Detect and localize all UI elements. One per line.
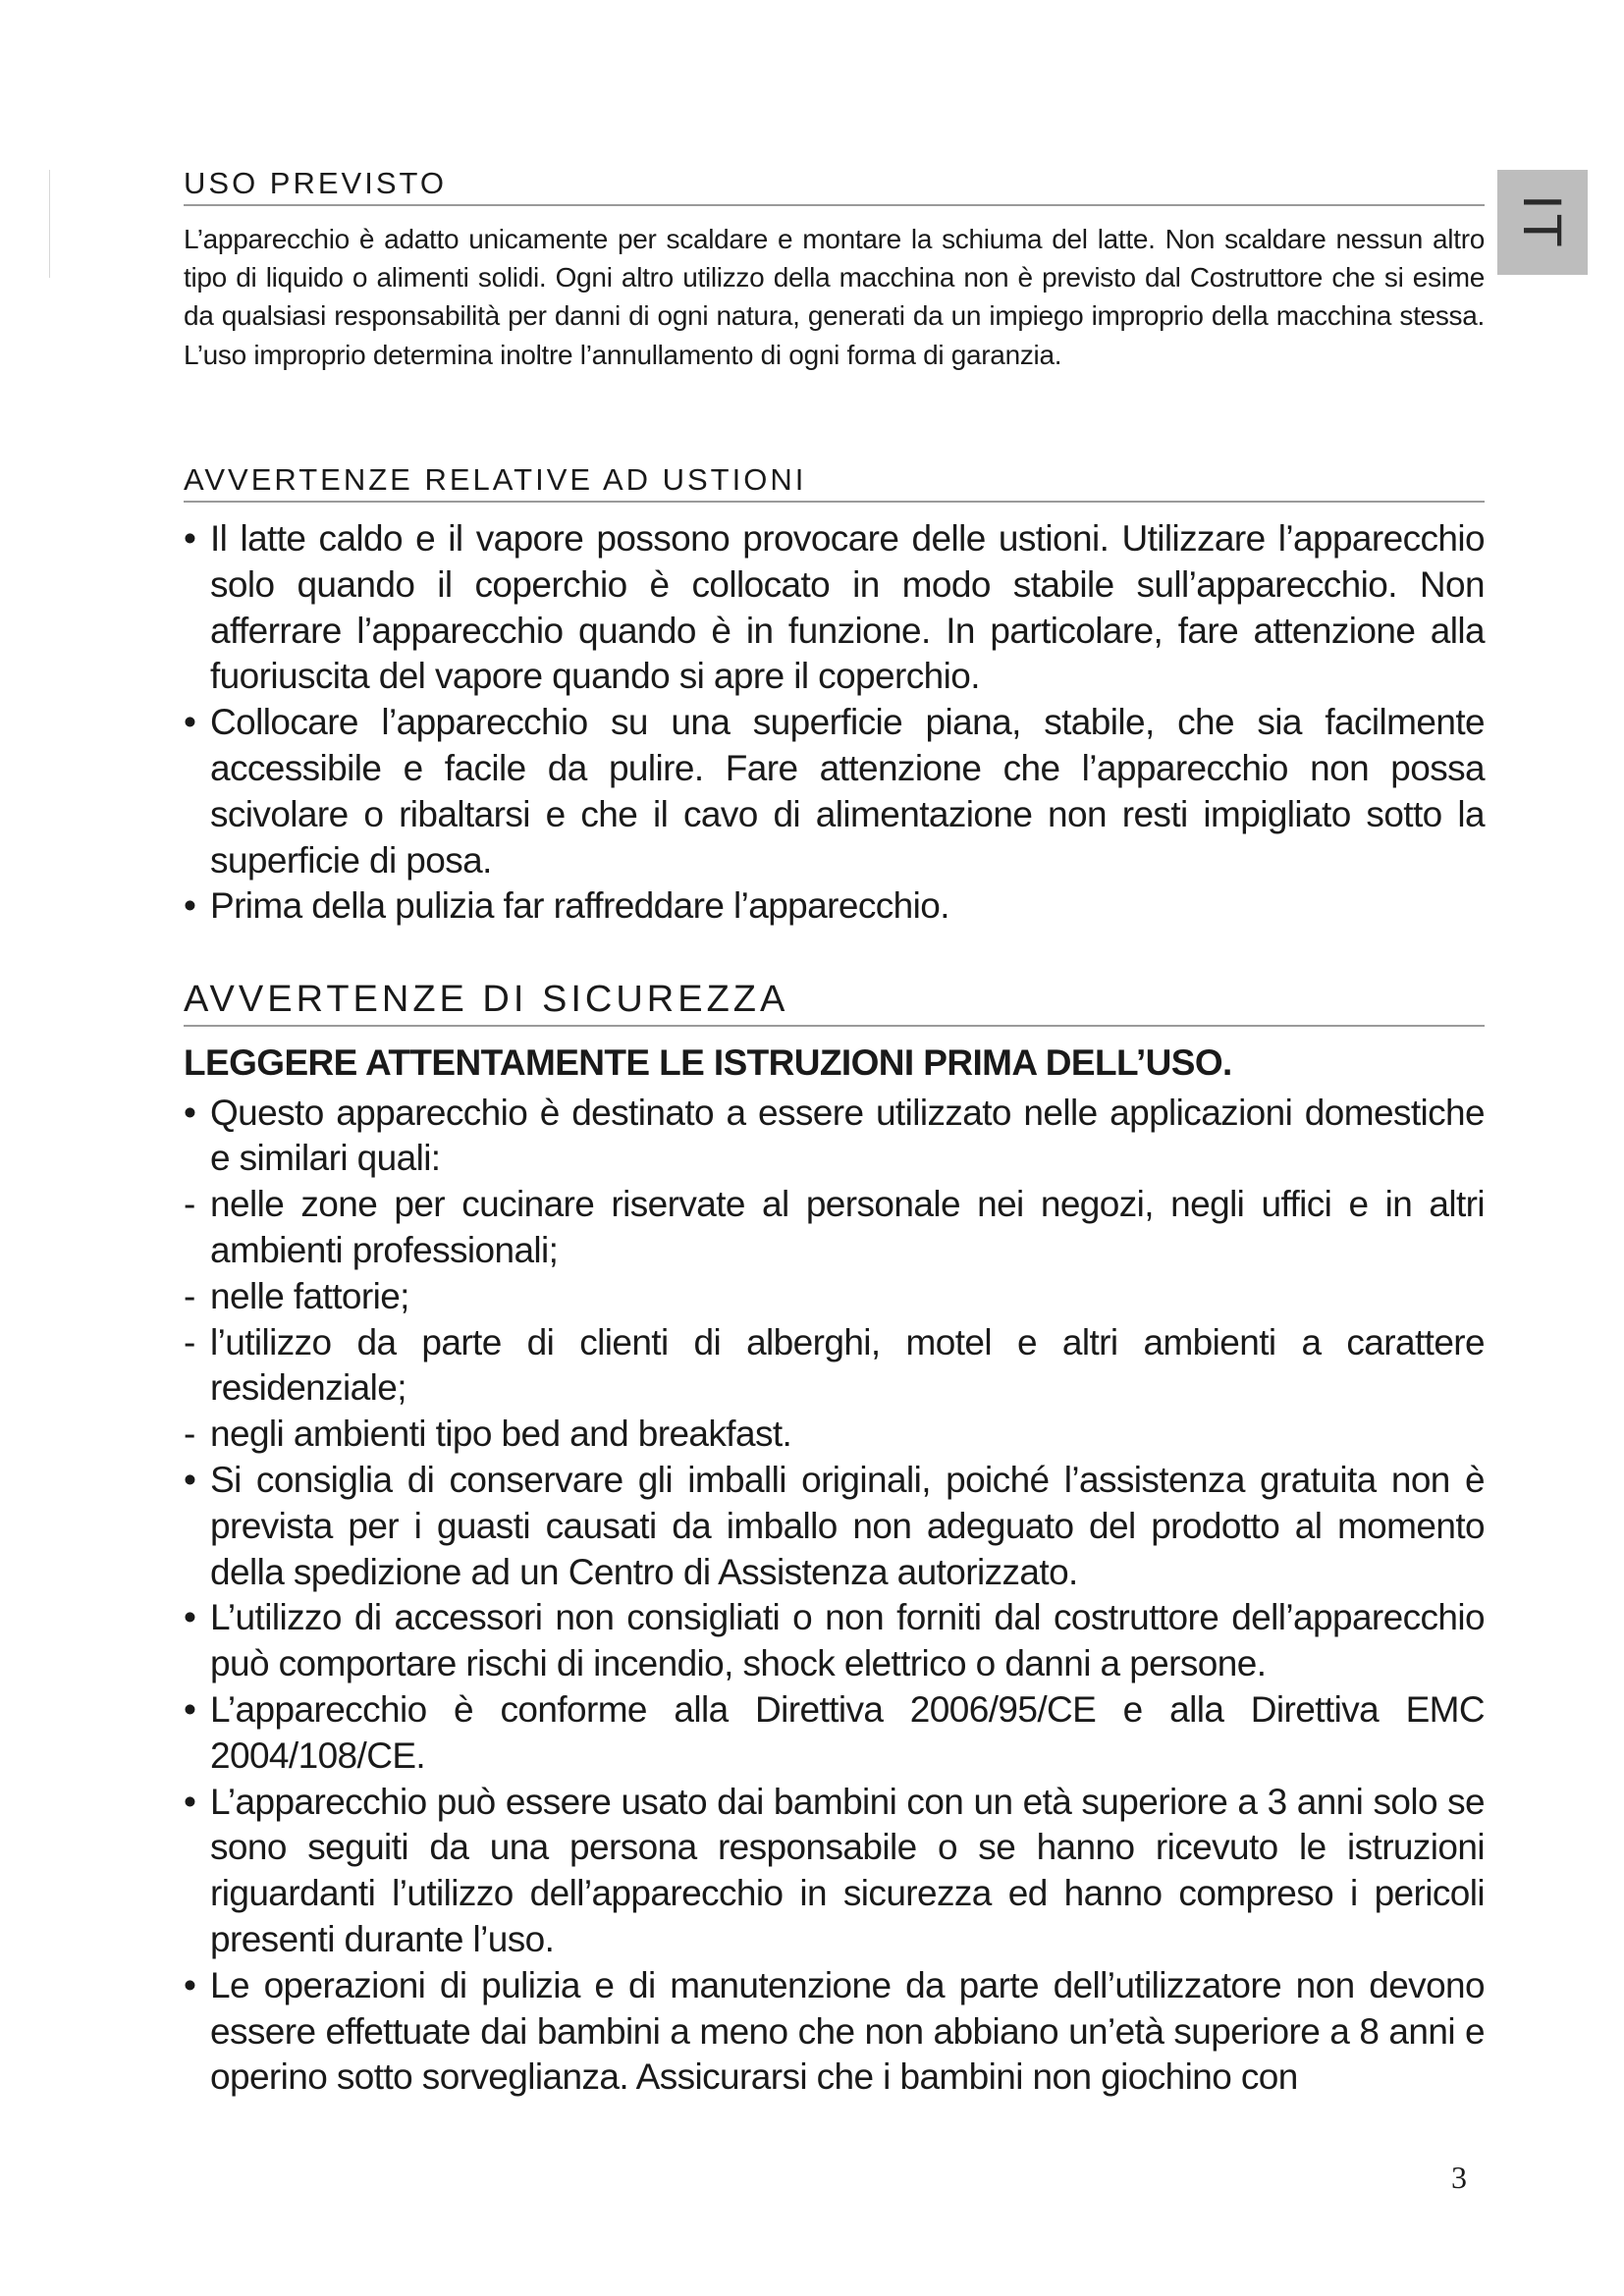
section-sicurezza xyxy=(184,980,1485,2101)
sicurezza-item: • L’utilizzo di accessori non consigliati o non forniti dal costruttore dell’apparecchio può comportare rischi di incendio, shock elettrico o danni a persone. xyxy=(184,1595,1485,1687)
sicurezza-lead: LEGGERE ATTENTAMENTE LE ISTRUZIONI PRIMA DELL’USO. xyxy=(184,1041,1232,1083)
sicurezza-subitem: - nelle fattorie; xyxy=(184,1274,1485,1320)
language-tab-label: IT xyxy=(1511,193,1574,251)
section-title-uso-previsto: USO PREVISTO xyxy=(184,167,1485,206)
sicurezza-item: • L’apparecchio può essere usato dai bambini con un età superiore a 3 anni solo se sono seguiti da una persona responsabile o se hanno ricevuto le istruzioni riguardanti l’utilizzo dell’apparecchio in sicurezza ed hanno compreso i pericoli presenti durante l’uso. xyxy=(184,1780,1485,1963)
margin-rule xyxy=(49,170,50,278)
ustioni-list xyxy=(184,516,1485,930)
sicurezza-item: • Questo apparecchio è destinato a essere utilizzato nelle applicazioni domestiche e similari quali: xyxy=(184,1091,1485,1183)
section-ustioni xyxy=(184,463,1485,930)
uso-previsto-paragraph: L’apparecchio è adatto unicamente per scaldare e montare la schiuma del latte. Non scaldare nessun altro tipo di liquido o alimenti solidi. Ogni altro utilizzo della macchina non è previsto dal Costruttore che si esime da qualsiasi responsabilità per danni di ogni natura, generati da un impiego improprio della macchina stessa. L’uso improprio determina inoltre l’annullamento di ogni forma di garanzia. xyxy=(184,224,1485,370)
section-title-ustioni: AVVERTENZE RELATIVE AD USTIONI xyxy=(184,463,1485,503)
page-number: 3 xyxy=(1451,2160,1467,2195)
ustioni-item: • Collocare l’apparecchio su una superficie piana, stabile, che sia facilmente accessibile e facile da pulire. Fare attenzione che l’apparecchio non possa scivolare o ribaltarsi e che il cavo di alimentazione non resti impigliato sotto la superficie di posa. xyxy=(184,700,1485,883)
sicurezza-item: • L’apparecchio è conforme alla Direttiva 2006/95/CE e alla Direttiva EMC 2004/108/CE. xyxy=(184,1687,1485,1780)
ustioni-item: • Il latte caldo e il vapore possono provocare delle ustioni. Utilizzare l’apparecchio solo quando il coperchio è collocato in modo stabile sull’apparecchio. Non afferrare l’apparecchio quando è in funzione. In particolare, fare attenzione alla fuoriuscita del vapore quando si apre il coperchio. xyxy=(184,516,1485,700)
sicurezza-item: • Le operazioni di pulizia e di manutenzione da parte dell’utilizzatore non devono essere effettuate dai bambini a meno che non abbiano un’età superiore a 8 anni e operino sotto sorveglianza. Assicurarsi che i bambini non giochino con xyxy=(184,1963,1485,2101)
section-title-sicurezza: AVVERTENZE DI SICUREZZA xyxy=(184,980,1485,1027)
sicurezza-subitem: - nelle zone per cucinare riservate al personale nei negozi, negli uffici e in altri ambienti professionali; xyxy=(184,1182,1485,1274)
language-tab xyxy=(1497,170,1588,275)
sicurezza-subitem: - l’utilizzo da parte di clienti di alberghi, motel e altri ambienti a carattere residenziale; xyxy=(184,1320,1485,1413)
section-uso-previsto xyxy=(184,167,1485,374)
sicurezza-subitem: - negli ambienti tipo bed and breakfast. xyxy=(184,1412,1485,1458)
sicurezza-list xyxy=(184,1091,1485,2102)
ustioni-item: • Prima della pulizia far raffreddare l’apparecchio. xyxy=(184,883,1485,930)
sicurezza-item: • Si consiglia di conservare gli imballi originali, poiché l’assistenza gratuita non è prevista per i guasti causati da imballo non adeguato del prodotto al momento della spedizione ad un Centro di Assistenza autorizzato. xyxy=(184,1458,1485,1595)
